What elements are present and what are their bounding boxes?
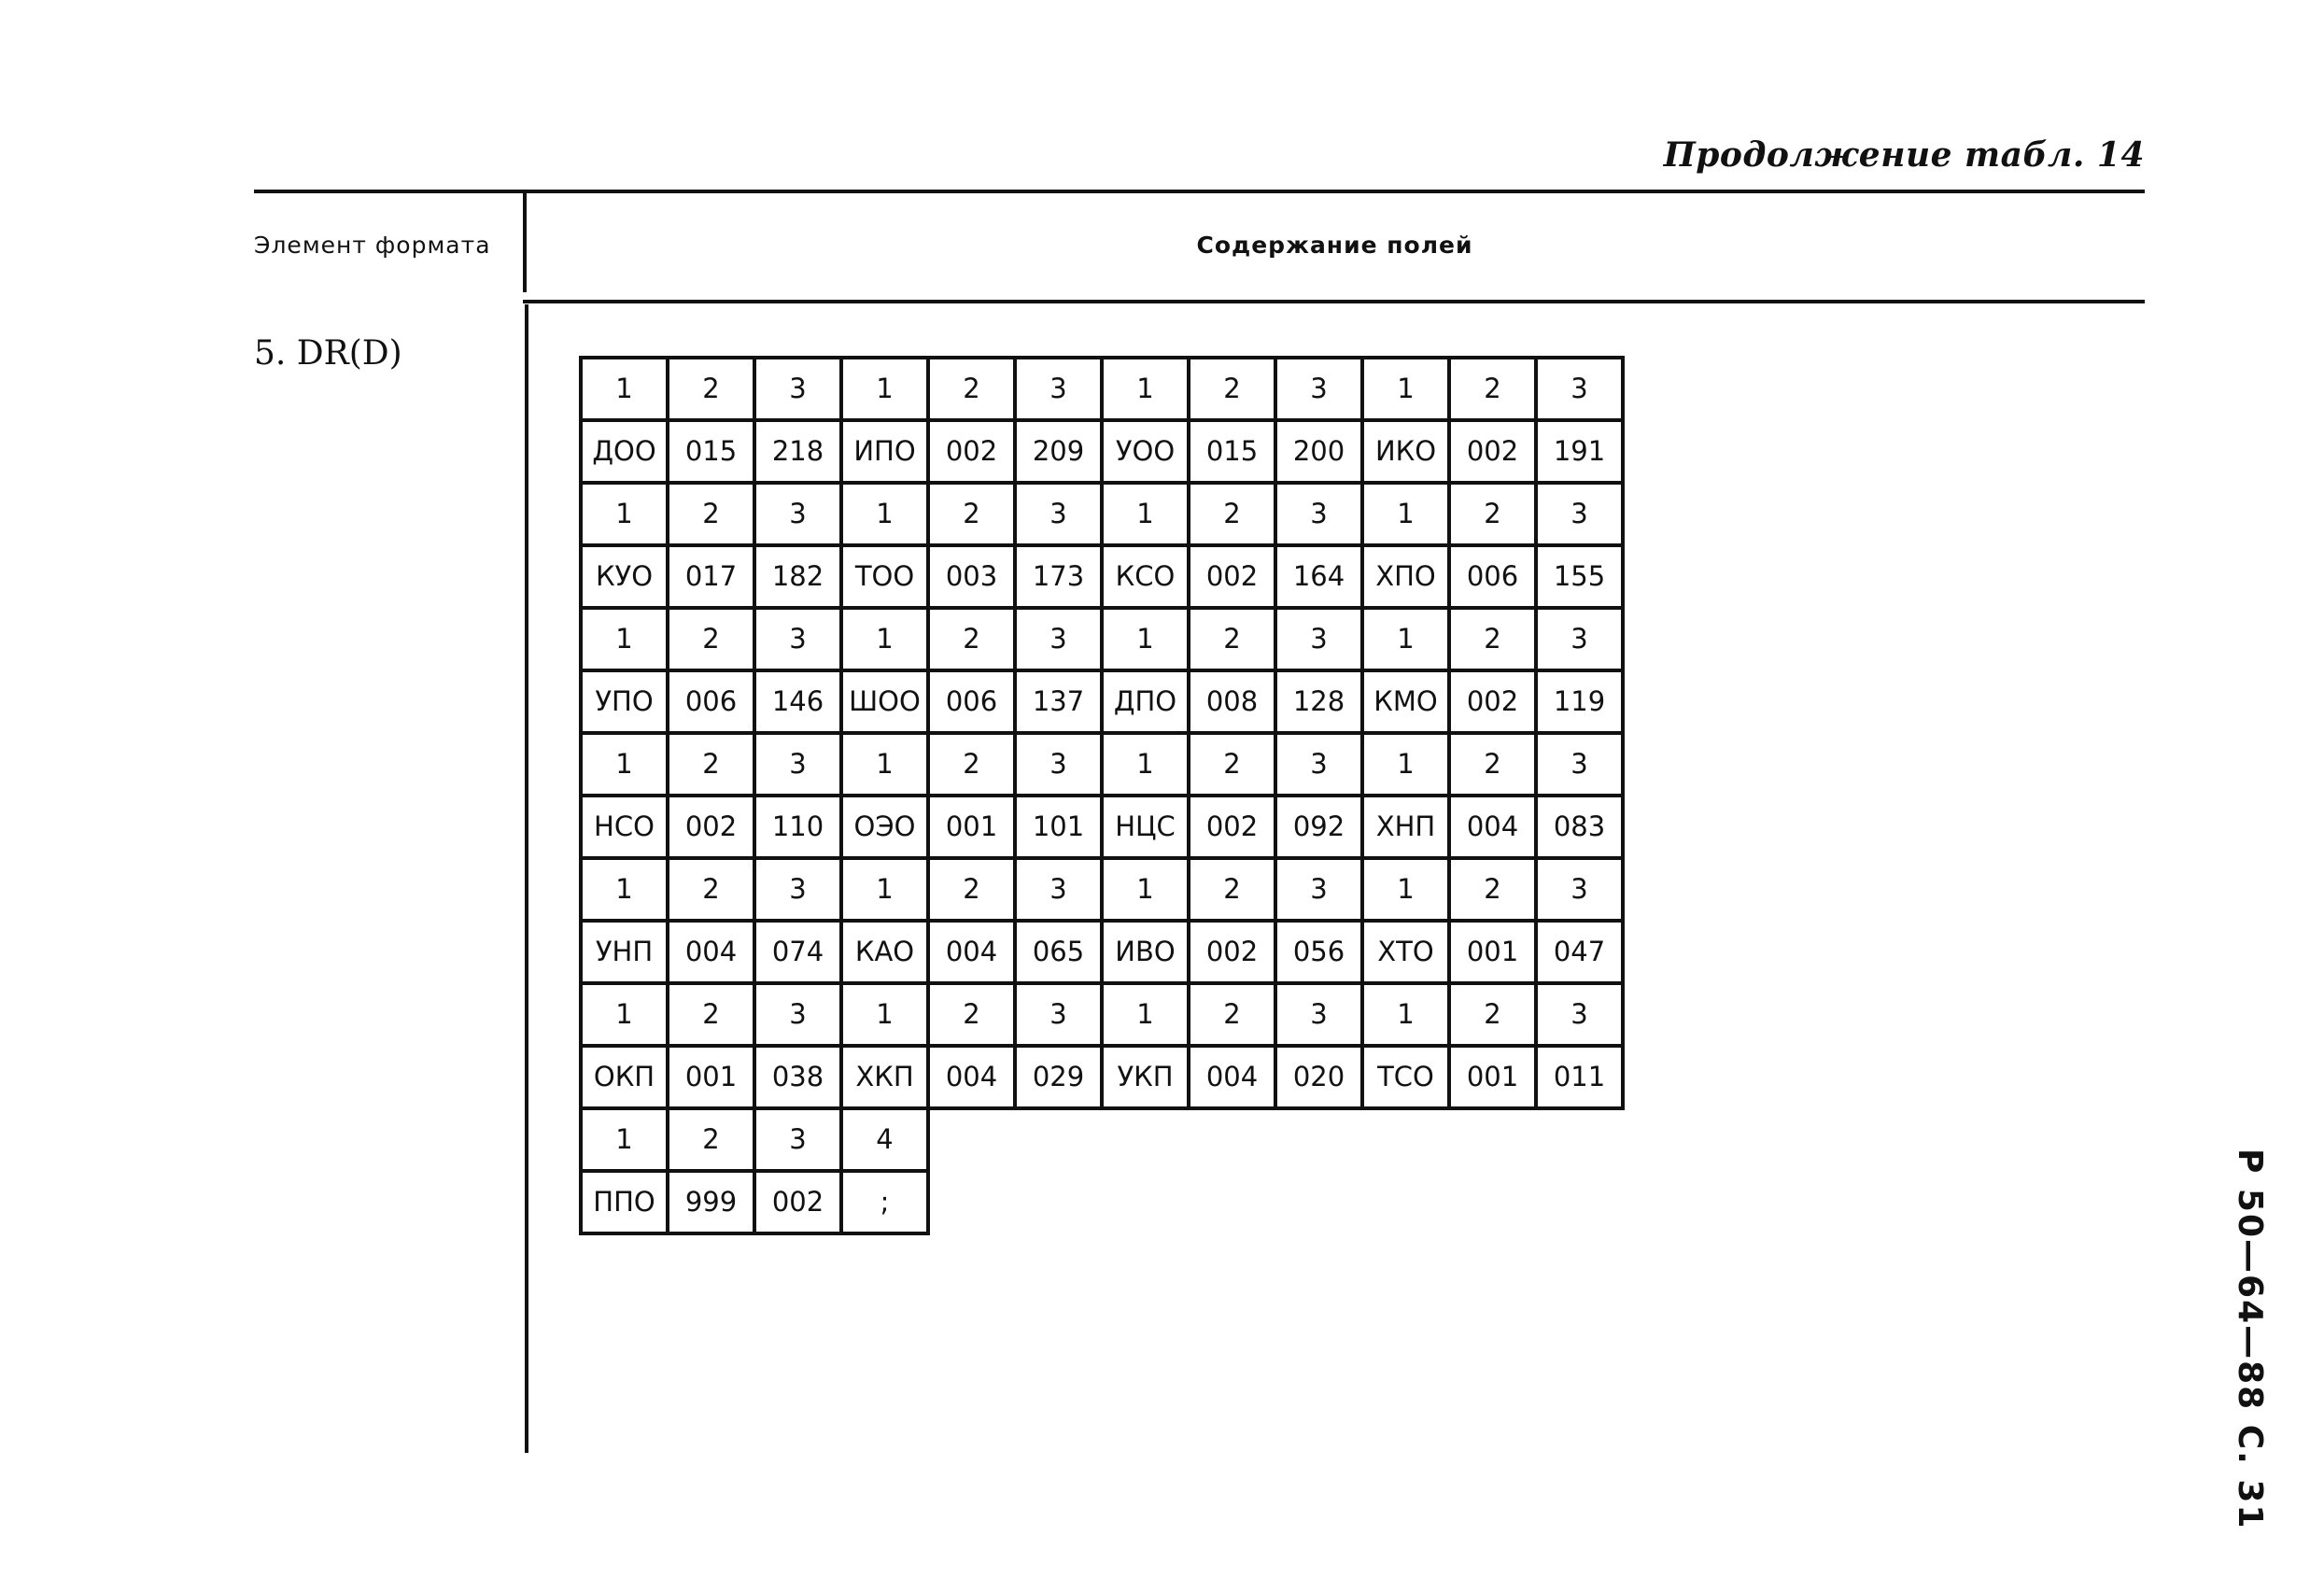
- table-cell: 1: [1362, 733, 1449, 796]
- table-cell: 191: [1536, 420, 1623, 483]
- table-cell: 2: [928, 858, 1015, 921]
- table-cell: УКП: [1102, 1046, 1189, 1108]
- table-cell: 1: [581, 983, 668, 1046]
- table-cell: 3: [1275, 733, 1362, 796]
- table-cell: 011: [1536, 1046, 1623, 1108]
- table-cell: 004: [928, 921, 1015, 983]
- table-cell: 3: [1275, 358, 1362, 420]
- table-cell: 004: [1449, 796, 1536, 858]
- page-side-label: Р 50—64—88 С. 31: [2231, 1148, 2269, 1530]
- table-cell: 002: [1189, 921, 1275, 983]
- empty-cell: [1362, 1171, 1449, 1233]
- table-cell: 2: [1449, 983, 1536, 1046]
- table-cell: 038: [754, 1046, 841, 1108]
- table-cell: 001: [668, 1046, 754, 1108]
- table-cell: 1: [1362, 858, 1449, 921]
- table-cell: ППО: [581, 1171, 668, 1233]
- table-cell: 074: [754, 921, 841, 983]
- table-cell: 002: [1189, 545, 1275, 608]
- table-cell: ОЭО: [841, 796, 928, 858]
- empty-cell: [1275, 1108, 1362, 1171]
- table-cell: 3: [754, 733, 841, 796]
- table-cell: 3: [1275, 483, 1362, 545]
- table-cell: 2: [668, 858, 754, 921]
- table-cell: 2: [928, 483, 1015, 545]
- table-cell: КМО: [1362, 670, 1449, 733]
- empty-cell: [1102, 1108, 1189, 1171]
- table-cell: 015: [668, 420, 754, 483]
- field-content-grid: [579, 356, 1625, 1235]
- table-continuation-caption: Продолжение табл. 14: [1663, 135, 2145, 175]
- table-cell: 2: [668, 358, 754, 420]
- table-cell: ХПО: [1362, 545, 1449, 608]
- table-cell: 1: [1362, 358, 1449, 420]
- table-cell: 173: [1015, 545, 1102, 608]
- table-cell: 2: [1189, 983, 1275, 1046]
- table-cell: 2: [1189, 608, 1275, 670]
- table-cell: 002: [1449, 670, 1536, 733]
- table-cell: 2: [928, 733, 1015, 796]
- table-cell: 3: [1536, 483, 1623, 545]
- table-cell: 2: [1449, 733, 1536, 796]
- empty-cell: [1449, 1171, 1536, 1233]
- column-header-content: Содержание полей: [1196, 232, 1473, 259]
- table-cell: 017: [668, 545, 754, 608]
- table-cell: 3: [1536, 608, 1623, 670]
- table-cell: УНП: [581, 921, 668, 983]
- table-row: [581, 1046, 1623, 1108]
- table-cell: 1: [1102, 983, 1189, 1046]
- table-cell: 3: [754, 608, 841, 670]
- table-cell: 092: [1275, 796, 1362, 858]
- table-cell: 1: [581, 483, 668, 545]
- table-cell: 1: [841, 358, 928, 420]
- table-cell: 1: [1102, 858, 1189, 921]
- table-cell: 3: [1015, 983, 1102, 1046]
- table-cell: ТСО: [1362, 1046, 1449, 1108]
- empty-cell: [1189, 1108, 1275, 1171]
- table-cell: 029: [1015, 1046, 1102, 1108]
- table-cell: 006: [668, 670, 754, 733]
- table-cell: 1: [841, 983, 928, 1046]
- empty-cell: [1536, 1108, 1623, 1171]
- table-cell: ХНП: [1362, 796, 1449, 858]
- table-row: [581, 420, 1623, 483]
- table-cell: 2: [1449, 358, 1536, 420]
- table-cell: 146: [754, 670, 841, 733]
- table-cell: ТОО: [841, 545, 928, 608]
- table-cell: ШОО: [841, 670, 928, 733]
- table-cell: 164: [1275, 545, 1362, 608]
- table-row: [581, 358, 1623, 420]
- table-row: [581, 670, 1623, 733]
- table-cell: 004: [928, 1046, 1015, 1108]
- table-row: [581, 545, 1623, 608]
- table-cell: 008: [1189, 670, 1275, 733]
- table-cell: 182: [754, 545, 841, 608]
- table-cell: 056: [1275, 921, 1362, 983]
- table-cell: 2: [1189, 358, 1275, 420]
- table-cell: 083: [1536, 796, 1623, 858]
- table-cell: 006: [928, 670, 1015, 733]
- table-cell: 1: [841, 608, 928, 670]
- table-cell: 3: [1536, 858, 1623, 921]
- table-cell: ХКП: [841, 1046, 928, 1108]
- table-cell: 3: [1015, 608, 1102, 670]
- table-cell: 1: [841, 733, 928, 796]
- table-cell: 2: [668, 608, 754, 670]
- table-cell: 047: [1536, 921, 1623, 983]
- table-cell: 2: [668, 483, 754, 545]
- table-cell: 137: [1015, 670, 1102, 733]
- table-cell: 3: [754, 483, 841, 545]
- table-cell: ДОО: [581, 420, 668, 483]
- table-cell: 2: [668, 733, 754, 796]
- table-cell: 3: [1015, 858, 1102, 921]
- table-cell: 2: [1449, 858, 1536, 921]
- table-cell: 119: [1536, 670, 1623, 733]
- field-table: [579, 356, 1625, 1235]
- empty-cell: [1536, 1171, 1623, 1233]
- table-row: [581, 483, 1623, 545]
- table-cell: ХТО: [1362, 921, 1449, 983]
- column-divider-body: [525, 304, 528, 1453]
- table-cell: 020: [1275, 1046, 1362, 1108]
- table-cell: ;: [841, 1171, 928, 1233]
- table-cell: 3: [1275, 983, 1362, 1046]
- table-cell: 1: [1102, 733, 1189, 796]
- table-cell: КСО: [1102, 545, 1189, 608]
- table-cell: 2: [1189, 858, 1275, 921]
- table-cell: 3: [1536, 733, 1623, 796]
- table-cell: ИКО: [1362, 420, 1449, 483]
- column-header-element: Элемент формата: [254, 232, 491, 259]
- table-cell: 2: [928, 358, 1015, 420]
- table-row: [581, 858, 1623, 921]
- top-rule: [254, 190, 2145, 193]
- table-cell: ИПО: [841, 420, 928, 483]
- table-cell: ОКП: [581, 1046, 668, 1108]
- table-cell: 999: [668, 1171, 754, 1233]
- table-cell: 2: [1449, 483, 1536, 545]
- table-cell: 065: [1015, 921, 1102, 983]
- empty-cell: [928, 1171, 1015, 1233]
- empty-cell: [1362, 1108, 1449, 1171]
- table-cell: 1: [841, 858, 928, 921]
- header-bottom-rule: [523, 300, 2145, 303]
- table-cell: 015: [1189, 420, 1275, 483]
- table-cell: 006: [1449, 545, 1536, 608]
- table-cell: 3: [1015, 483, 1102, 545]
- table-cell: ИВО: [1102, 921, 1189, 983]
- field-table-body: [581, 358, 1623, 1233]
- table-cell: 1: [1102, 483, 1189, 545]
- table-cell: 110: [754, 796, 841, 858]
- empty-cell: [1015, 1171, 1102, 1233]
- table-cell: 2: [668, 983, 754, 1046]
- table-cell: 1: [1362, 608, 1449, 670]
- table-cell: НСО: [581, 796, 668, 858]
- table-cell: 2: [928, 608, 1015, 670]
- table-cell: 3: [1275, 858, 1362, 921]
- empty-cell: [1015, 1108, 1102, 1171]
- table-cell: 001: [1449, 1046, 1536, 1108]
- table-row: [581, 1108, 1623, 1171]
- table-row: [581, 921, 1623, 983]
- table-row: [581, 796, 1623, 858]
- table-cell: 209: [1015, 420, 1102, 483]
- table-cell: 002: [928, 420, 1015, 483]
- table-row: [581, 1171, 1623, 1233]
- table-cell: 1: [1362, 983, 1449, 1046]
- table-cell: КАО: [841, 921, 928, 983]
- table-cell: 3: [754, 858, 841, 921]
- table-row: [581, 983, 1623, 1046]
- table-cell: 1: [1102, 608, 1189, 670]
- table-cell: 1: [581, 608, 668, 670]
- table-cell: 3: [1536, 983, 1623, 1046]
- table-cell: УПО: [581, 670, 668, 733]
- empty-cell: [928, 1108, 1015, 1171]
- table-cell: 218: [754, 420, 841, 483]
- table-cell: 001: [1449, 921, 1536, 983]
- table-cell: 128: [1275, 670, 1362, 733]
- table-cell: 1: [581, 1108, 668, 1171]
- table-cell: 2: [1449, 608, 1536, 670]
- table-cell: 1: [581, 858, 668, 921]
- table-row: [581, 733, 1623, 796]
- table-cell: 3: [754, 983, 841, 1046]
- table-cell: 1: [1102, 358, 1189, 420]
- table-cell: УОО: [1102, 420, 1189, 483]
- table-cell: 4: [841, 1108, 928, 1171]
- table-cell: 3: [1536, 358, 1623, 420]
- empty-cell: [1102, 1171, 1189, 1233]
- table-cell: ДПО: [1102, 670, 1189, 733]
- table-cell: 001: [928, 796, 1015, 858]
- table-cell: 1: [581, 733, 668, 796]
- table-cell: 2: [668, 1108, 754, 1171]
- table-cell: 155: [1536, 545, 1623, 608]
- table-cell: НЦС: [1102, 796, 1189, 858]
- empty-cell: [1189, 1171, 1275, 1233]
- table-cell: 003: [928, 545, 1015, 608]
- table-cell: 2: [1189, 733, 1275, 796]
- table-cell: 1: [841, 483, 928, 545]
- table-cell: 004: [668, 921, 754, 983]
- format-element-label: 5. DR(D): [254, 334, 402, 373]
- table-cell: 002: [754, 1171, 841, 1233]
- table-cell: 3: [1015, 358, 1102, 420]
- table-cell: 004: [1189, 1046, 1275, 1108]
- empty-cell: [1275, 1171, 1362, 1233]
- table-row: [581, 608, 1623, 670]
- table-cell: 101: [1015, 796, 1102, 858]
- table-cell: 1: [1362, 483, 1449, 545]
- table-cell: КУО: [581, 545, 668, 608]
- table-cell: 3: [754, 1108, 841, 1171]
- table-cell: 002: [668, 796, 754, 858]
- table-cell: 3: [1015, 733, 1102, 796]
- table-cell: 2: [928, 983, 1015, 1046]
- table-cell: 200: [1275, 420, 1362, 483]
- table-cell: 002: [1189, 796, 1275, 858]
- empty-cell: [1449, 1108, 1536, 1171]
- table-cell: 2: [1189, 483, 1275, 545]
- table-cell: 1: [581, 358, 668, 420]
- table-cell: 002: [1449, 420, 1536, 483]
- table-cell: 3: [1275, 608, 1362, 670]
- table-cell: 3: [754, 358, 841, 420]
